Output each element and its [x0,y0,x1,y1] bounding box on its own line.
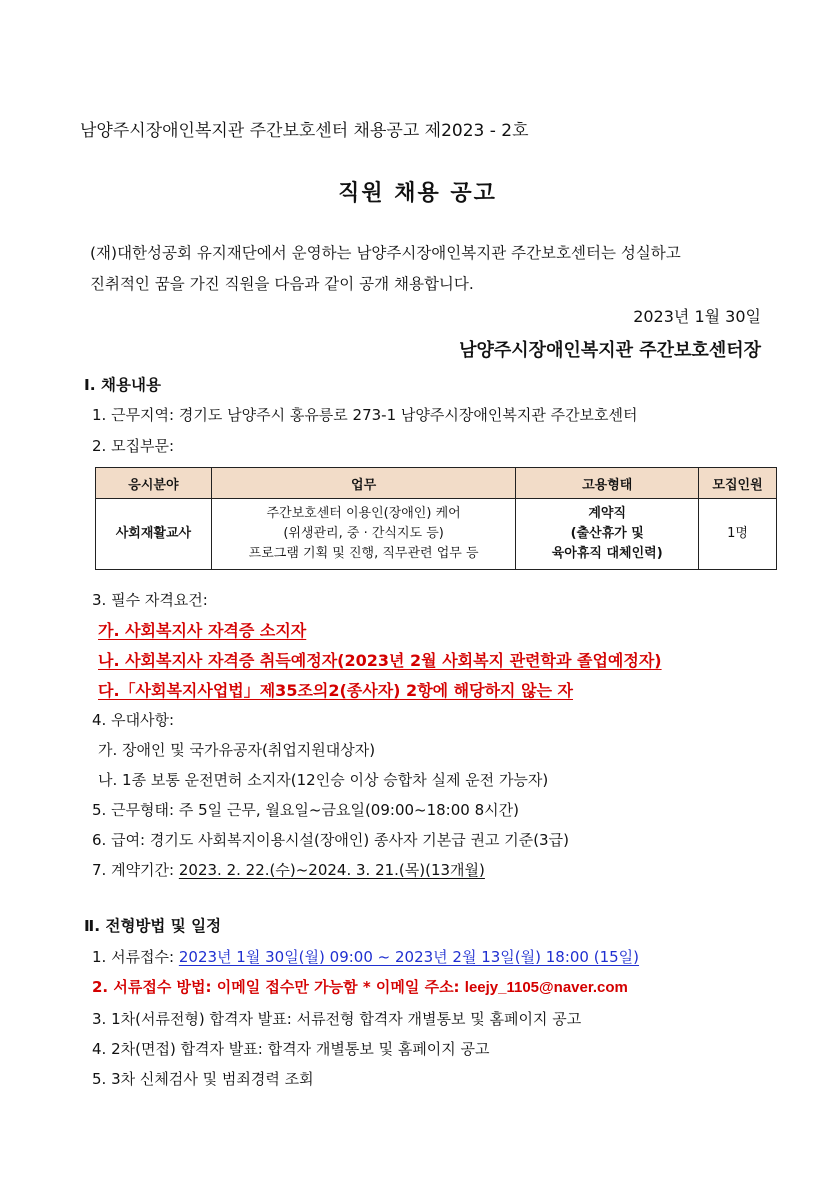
schedule-step-3: 5. 3차 신체검사 및 범죄경력 조회 [92,1070,314,1088]
preference-item: 가. 장애인 및 국가유공자(취업지원대상자) [98,741,376,759]
table-header-count: 모집인원 [699,468,777,499]
cell-count: 1명 [699,499,777,570]
preference-item: 나. 1종 보통 운전면허 소지자(12인승 이상 승합차 실제 운전 가능자) [98,771,549,789]
duty-line: 주간보호센터 이용인(장애인) 케어 [266,506,461,521]
contract-period-line [92,859,485,880]
schedule-step-2: 4. 2차(면접) 합격자 발표: 합격자 개별통보 및 홈페이지 공고 [92,1040,490,1058]
employment-line: 계약직 [588,506,627,521]
contract-label: 7. 계약기간: [92,861,179,879]
employment-line: 육아휴직 대체인력) [551,546,663,561]
requirement-item: 가. 사회복지사 자격증 소지자 [98,621,307,640]
positions-label: 2. 모집부문: [92,437,175,455]
application-email[interactable]: leejy_1105@naver.com [464,979,628,996]
recruitment-table [95,467,777,570]
salary: 6. 급여: 경기도 사회복지이용시설(장애인) 종사자 기본급 권고 기준(3급) [92,831,569,849]
section-1-heading: Ⅰ. 채용내용 [84,376,161,394]
work-location: 1. 근무지역: 경기도 남양주시 홍유릉로 273-1 남양주시장애인복지관 주간보호센터 [92,406,638,424]
doc-receipt-period: 2023년 1월 30일(월) 09:00 ~ 2023년 2월 13일(월) 18:00 (15일) [178,948,640,966]
notice-date: 2023년 1월 30일 [633,307,761,326]
duty-line: (위생관리, 중 · 간식지도 등) [283,526,444,541]
cell-employment [516,499,699,570]
table-header-duties: 업무 [211,468,516,499]
cell-field: 사회재활교사 [96,499,212,570]
intro-line-2: 진취적인 꿈을 가진 직원을 다음과 같이 공개 채용합니다. [90,275,474,293]
requirement-item: 다.「사회복지사업법」제35조의2(종사자) 2항에 해당하지 않는 자 [98,681,574,700]
document-number: 남양주시장애인복지관 주간보호센터 채용공고 제2023 - 2호 [80,121,529,141]
submission-method-line [92,976,628,997]
intro-line-1: (재)대한성공회 유지재단에서 운영하는 남양주시장애인복지관 주간보호센터는 성실하고 [90,244,681,262]
doc-receipt-line [92,946,639,967]
employment-line: (출산휴가 및 [570,526,644,541]
table-header-row [96,468,777,499]
table-header-employment: 고용형태 [516,468,699,499]
doc-receipt-label: 1. 서류접수: [92,948,179,966]
duty-line: 프로그램 기획 및 진행, 직무관련 업무 등 [248,546,479,561]
work-type: 5. 근무형태: 주 5일 근무, 월요일~금요일(09:00~18:00 8시간) [92,801,519,819]
table-header-field: 응시분야 [96,468,212,499]
cell-duties [211,499,516,570]
submission-method-label: 2. 서류접수 방법: 이메일 접수만 가능함 * 이메일 주소: [92,978,465,996]
page-title: 직원 채용 공고 [338,181,497,206]
requirements-label: 3. 필수 자격요건: [92,591,208,609]
schedule-step-1: 3. 1차(서류전형) 합격자 발표: 서류전형 합격자 개별통보 및 홈페이지 공고 [92,1010,582,1028]
contract-period: 2023. 2. 22.(수)~2024. 3. 21.(목)(13개월) [178,861,485,879]
preferences-label: 4. 우대사항: [92,711,175,729]
table-row [96,499,777,570]
issuer-organization: 남양주시장애인복지관 주간보호센터장 [459,340,761,361]
requirement-item: 나. 사회복지사 자격증 취득예정자(2023년 2월 사회복지 관련학과 졸업예정자) [98,651,662,670]
section-2-heading: Ⅱ. 전형방법 및 일정 [84,917,222,935]
